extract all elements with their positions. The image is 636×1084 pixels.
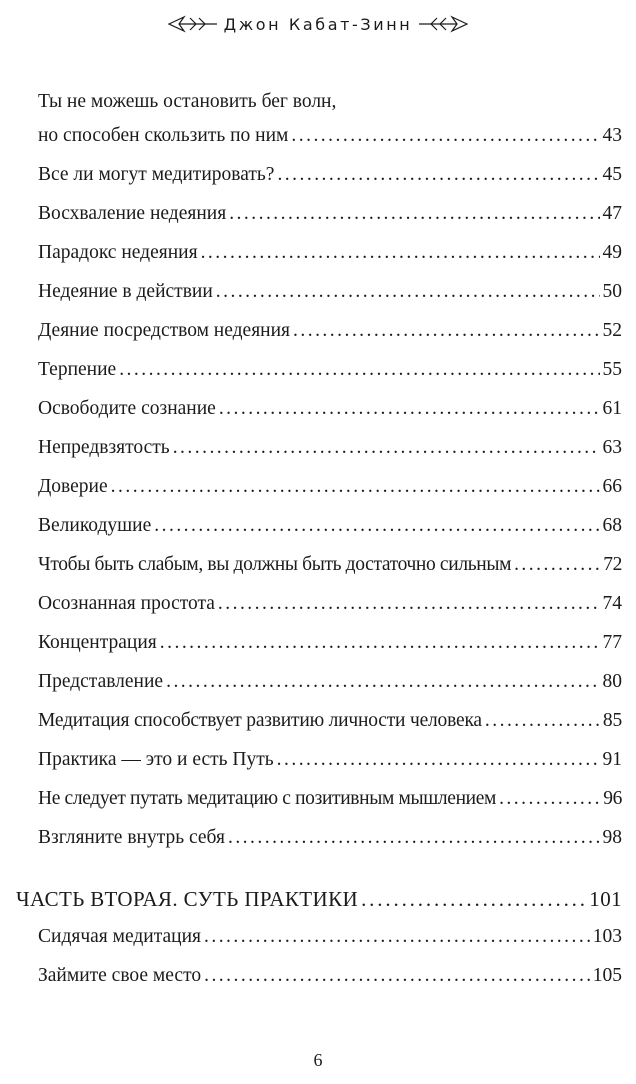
dot-leader [201, 242, 600, 264]
toc-entry-label: Медитация способствует развитию личности человека [38, 710, 482, 731]
dot-leader [173, 437, 600, 459]
toc-section-part-two[interactable] [16, 887, 622, 912]
running-head [0, 8, 636, 40]
toc-entry-page: 49 [602, 242, 622, 263]
dot-leader [229, 203, 599, 225]
toc-entry-label: Деяние посредством недеяния [38, 320, 291, 341]
toc-entry[interactable] [38, 164, 622, 186]
toc-entry[interactable] [38, 242, 622, 264]
toc-entry-page: 74 [602, 593, 622, 614]
toc-entry-page: 63 [602, 437, 622, 458]
toc-entry[interactable] [38, 554, 622, 576]
toc-entry-page: 50 [602, 281, 622, 302]
toc-entry[interactable] [38, 398, 622, 420]
toc-entry[interactable] [38, 788, 622, 810]
toc-entry-page: 85 [602, 710, 622, 731]
dot-leader [119, 359, 599, 381]
toc-entry[interactable] [38, 203, 622, 225]
dot-leader [166, 671, 599, 693]
toc-entry[interactable] [38, 749, 622, 771]
dot-leader [111, 476, 600, 498]
toc-entry[interactable] [38, 281, 622, 303]
dot-leader [291, 125, 599, 147]
toc-entry-label: Концентрация [38, 632, 157, 653]
toc-entry-page: 66 [602, 476, 622, 497]
toc-entry-label: Практика — это и есть Путь [38, 749, 274, 770]
dot-leader [361, 887, 586, 912]
toc-entry-first-line: Ты не можешь остановить бег волн, [38, 91, 337, 112]
toc-entry-label: Все ли могут медитировать? [38, 164, 275, 185]
toc-entry-label: Займите свое место [38, 965, 202, 986]
toc-entry-label: Осознанная простота [38, 593, 215, 614]
right-arrow-ornament-icon [418, 8, 468, 40]
toc-entry-label: Непредвзятость [38, 437, 170, 458]
toc-entry-page: 52 [602, 320, 622, 341]
toc-entry-label: Недеяние в действии [38, 281, 213, 302]
toc-entry[interactable] [38, 965, 622, 987]
toc-entry[interactable] [38, 437, 622, 459]
toc-entry-page: 72 [603, 554, 622, 575]
toc-entry-page: 47 [602, 203, 622, 224]
toc-entry-label: Освободите сознание [38, 398, 216, 419]
toc-entry-label: Чтобы быть слабым, вы должны быть достаточно сильным [38, 554, 512, 575]
toc-entry-page: 105 [592, 965, 622, 986]
toc-entry-page: 77 [602, 632, 622, 653]
dot-leader [218, 593, 600, 615]
toc-entry[interactable] [38, 320, 622, 342]
toc-entry-label: но способен скользить по ним [38, 125, 289, 146]
toc-entry[interactable] [38, 125, 622, 147]
dot-leader [219, 398, 600, 420]
toc-entry[interactable] [38, 476, 622, 498]
toc-entry-page: 98 [602, 827, 622, 848]
dot-leader [204, 965, 590, 987]
dot-leader [514, 554, 600, 576]
dot-leader [277, 164, 599, 186]
toc-entry-label: Сидячая медитация [38, 926, 201, 947]
toc-entry-label: Не следует путать медитацию с позитивным мышлением [38, 788, 497, 809]
dot-leader [216, 281, 600, 303]
toc-entry-page: 61 [602, 398, 622, 419]
page-number: 6 [313, 1050, 323, 1070]
dot-leader [277, 749, 600, 771]
toc-entry-label: Представление [38, 671, 164, 692]
toc-entry-label: Великодушие [38, 515, 152, 536]
toc-entry[interactable] [38, 710, 622, 732]
toc-entry-label: Взгляните внутрь себя [38, 827, 225, 848]
toc-entry-page: 103 [592, 926, 622, 947]
dot-leader [160, 632, 600, 654]
dot-leader [204, 926, 590, 948]
running-head-title: Джон Кабат-Зинн [223, 15, 413, 34]
toc-entry-page: 96 [603, 788, 622, 809]
dot-leader [293, 320, 599, 342]
toc-entry[interactable] [38, 515, 622, 537]
toc-entry-label: Восхваление недеяния [38, 203, 227, 224]
toc-entry[interactable] [38, 827, 622, 849]
dot-leader [154, 515, 599, 537]
toc-entry-page: 80 [602, 671, 622, 692]
toc-entry[interactable] [38, 671, 622, 693]
toc-section-label: ЧАСТЬ ВТОРАЯ. СУТЬ ПРАКТИКИ [16, 887, 359, 911]
toc-entry-page: 55 [602, 359, 622, 380]
toc-entry[interactable] [38, 593, 622, 615]
toc-entry-page: 91 [602, 749, 622, 770]
toc-entry[interactable] [38, 632, 622, 654]
toc-entry-label: Терпение [38, 359, 117, 380]
toc-entry-page: 68 [602, 515, 622, 536]
toc-entry-page: 43 [602, 125, 622, 146]
toc-entry[interactable] [38, 359, 622, 381]
dot-leader [499, 788, 600, 810]
toc-entry[interactable] [38, 926, 622, 948]
dot-leader [485, 710, 600, 732]
toc-section-page: 101 [589, 887, 622, 911]
dot-leader [228, 827, 600, 849]
toc-entry-label: Доверие [38, 476, 108, 497]
toc-entry-page: 45 [602, 164, 622, 185]
toc-entry-label: Парадокс недеяния [38, 242, 198, 263]
